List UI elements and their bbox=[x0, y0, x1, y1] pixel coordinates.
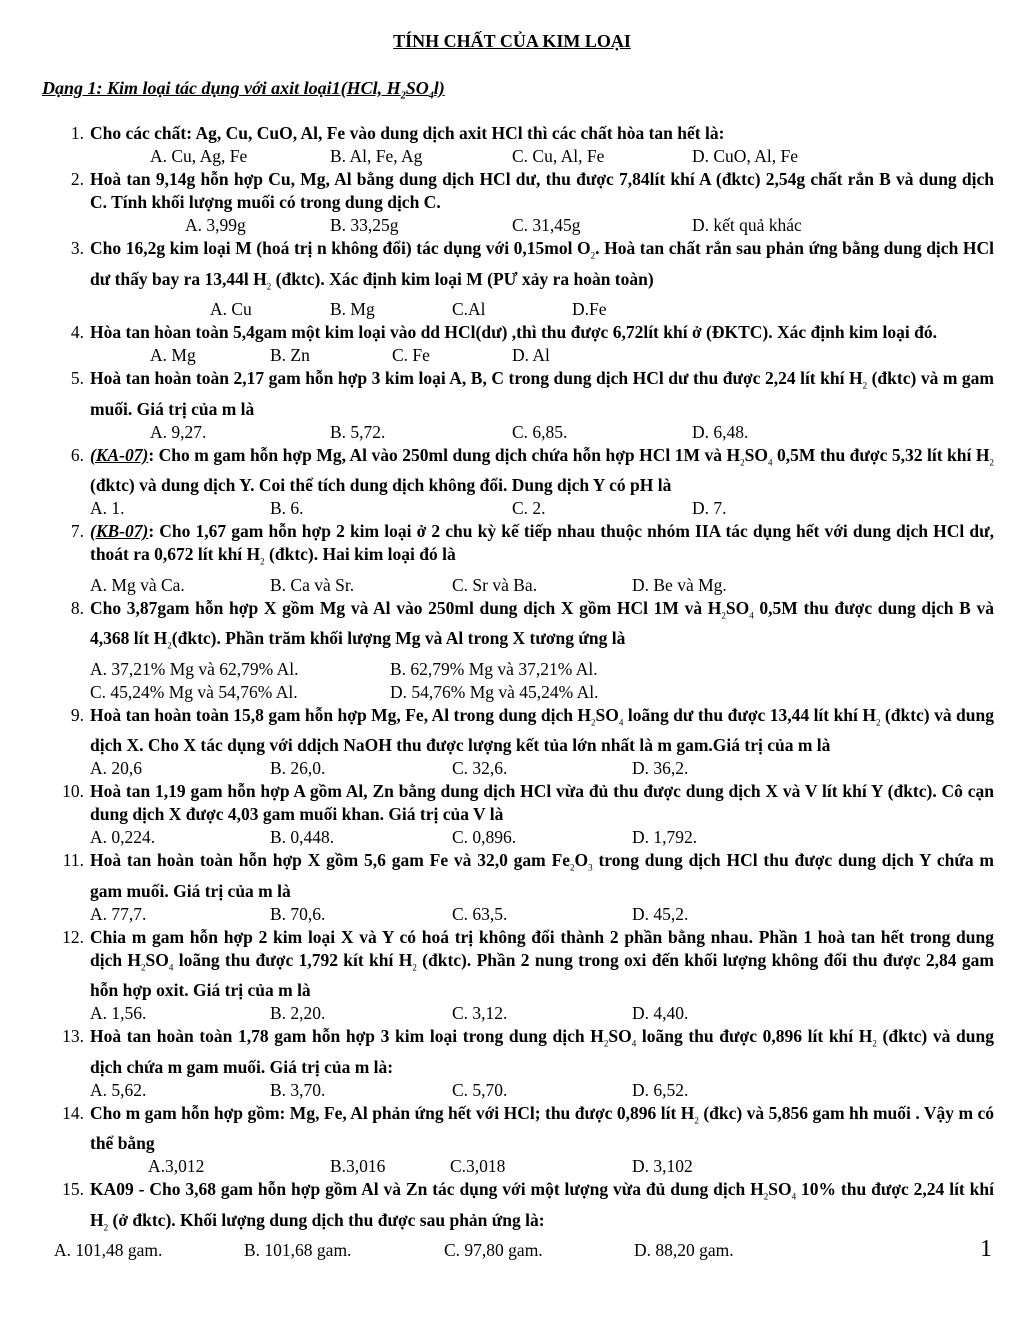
answer-options bbox=[90, 658, 994, 681]
answer-option: B. 2,20. bbox=[270, 1003, 326, 1023]
answer-options bbox=[90, 574, 994, 597]
answer-options bbox=[90, 497, 994, 520]
question-item bbox=[54, 237, 994, 321]
answer-option: C. 31,45g bbox=[512, 215, 581, 235]
answer-options bbox=[54, 1239, 994, 1262]
question-item bbox=[54, 1102, 994, 1179]
answer-option: A. 37,21% Mg và 62,79% Al. bbox=[90, 658, 299, 679]
answer-option: D. Be và Mg. bbox=[632, 574, 727, 595]
answer-option: B. 5,72. bbox=[330, 421, 386, 442]
answer-option: A. 5,62. bbox=[90, 1079, 147, 1100]
answer-option: B. 62,79% Mg và 37,21% Al. bbox=[390, 658, 598, 679]
answer-option: C.3,018 bbox=[450, 1156, 506, 1176]
answer-option: B. 6. bbox=[270, 498, 304, 518]
answer-option: D. 36,2. bbox=[632, 758, 689, 778]
answer-option: D. 88,20 gam. bbox=[634, 1240, 734, 1260]
question-stem: Hoà tan hoàn toàn 15,8 gam hỗn hợp Mg, Fe, Al trong dung dịch $H_2SO_4$ loãng dư thu được 13,44 lít khí $H_2$ (đktc) và dung dịch X. Cho X tác dụng với ddịch NaOH thu được lượng kết tủa lớn nhất là m gam.Giá trị của m là bbox=[90, 704, 994, 755]
exam-tag: (KB-07) bbox=[90, 521, 149, 541]
answer-option: A. 20,6 bbox=[90, 758, 143, 778]
answer-option: C. 5,70. bbox=[452, 1079, 508, 1100]
question-stem: Cho các chất: Ag, Cu, CuO, Al, Fe vào dung dịch axit HCl thì các chất hòa tan hết là: bbox=[90, 123, 725, 143]
question-stem: Cho 16,2g kim loại M (hoá trị n không đổi) tác dụng với 0,15mol $O_2$. Hoà tan chất rắn sau phản ứng bằng dung dịch HCl dư thấy bay ra 13,44l $H_2$ (đktc). Xác định kim loại M (PƯ xảy ra hoàn toàn) bbox=[90, 238, 994, 291]
question-item bbox=[54, 704, 994, 781]
answer-option: D. 6,52. bbox=[632, 1079, 689, 1100]
question-stem: Hoà tan hoàn toàn 2,17 gam hỗn hợp 3 kim loại A, B, C trong dung dịch HCl dư thu được 2,24 lít khí $H_2$ (đktc) và m gam muối. Giá trị của m là bbox=[90, 368, 994, 419]
answer-option: B. 3,70. bbox=[270, 1079, 326, 1100]
question-item bbox=[54, 367, 994, 444]
answer-option: D. kết quả khác bbox=[692, 215, 802, 235]
answer-option: D. CuO, Al, Fe bbox=[692, 146, 798, 166]
answer-option: A. 0,224. bbox=[90, 827, 156, 847]
question-number: 14. bbox=[62, 1102, 84, 1123]
question-number: 1. bbox=[70, 123, 84, 143]
question-stem: (KA-07): Cho m gam hỗn hợp Mg, Al vào 250ml dung dịch chứa hỗn hợp HCl 1M và $H_2SO_4$ 0,5M thu được 5,32 lít khí $H_2$ (đktc) và dung dịch Y. Coi thể tích dung dịch không đổi. Dung dịch Y có pH là bbox=[90, 444, 994, 495]
answer-option: D. 3,102 bbox=[632, 1156, 693, 1176]
answer-option: C. Cu, Al, Fe bbox=[512, 146, 605, 166]
question-item bbox=[54, 122, 994, 168]
answer-option: D. 54,76% Mg và 45,24% Al. bbox=[390, 681, 599, 702]
answer-options bbox=[90, 344, 994, 367]
question-stem: Hòa tan hòan toàn 5,4gam một kim loại vào dd HCl(dư) ,thì thu được 6,72lít khí ở (ĐKTC). Xác định kim loại đó. bbox=[90, 322, 937, 342]
answer-option: C. 97,80 gam. bbox=[444, 1240, 543, 1260]
answer-option: A. 3,99g bbox=[185, 215, 246, 235]
page-number: 1 bbox=[980, 1236, 992, 1262]
question-item bbox=[54, 597, 994, 704]
question-stem: Cho m gam hỗn hợp gồm: Mg, Fe, Al phản ứng hết với HCl; thu được 0,896 lít $H_2$ (đkc) và 5,856 gam hh muối . Vậy m có thể bằng bbox=[90, 1102, 994, 1153]
question-number: 5. bbox=[70, 368, 84, 388]
question-stem: Hoà tan 1,19 gam hỗn hợp A gồm Al, Zn bằng dung dịch HCl vừa đủ thu được dung dịch X và V lít khí Y (đktc). Cô cạn dung dịch X được 4,03 gam muối khan. Giá trị của V là bbox=[90, 781, 994, 824]
answer-option: A. 1. bbox=[90, 498, 125, 518]
question-number: 15. bbox=[62, 1179, 84, 1199]
question-stem: KA09 - Cho 3,68 gam hỗn hợp gồm Al và Zn tác dụng với một lượng vừa đủ dung dịch $H_2SO_4$ 10% thu được 2,24 lít khí $H_2$ (ở đktc). Khối lượng dung dịch thu được sau phản ứng là: bbox=[90, 1179, 994, 1232]
answer-option: C. Sr và Ba. bbox=[452, 574, 538, 595]
answer-option: B. Ca và Sr. bbox=[270, 574, 355, 595]
answer-option: A. Mg và Ca. bbox=[90, 574, 185, 595]
question-stem: Cho 3,87gam hỗn hợp X gồm Mg và Al vào 250ml dung dịch X gồm HCl 1M và $H_2SO_4$ 0,5M thu được dung dịch B và 4,368 lít $H_2(đktc)$. Phần trăm khối lượng Mg và Al trong X tương ứng là bbox=[90, 597, 995, 651]
answer-option: C. Fe bbox=[392, 345, 430, 365]
question-number: 10. bbox=[62, 781, 84, 801]
question-item bbox=[54, 1025, 994, 1102]
question-number: 8. bbox=[70, 597, 84, 618]
answer-option: B. 101,68 gam. bbox=[244, 1240, 352, 1260]
question-number: 12. bbox=[62, 926, 84, 947]
question-stem: Hoà tan hoàn toàn hỗn hợp X gồm 5,6 gam Fe và 32,0 gam $Fe_2O_3$ trong dung dịch HCl thu được dung dịch Y chứa m gam muối. Giá trị của m là bbox=[90, 850, 994, 901]
answer-option: A. 101,48 gam. bbox=[54, 1240, 163, 1260]
answer-option: B. 33,25g bbox=[330, 215, 399, 235]
answer-option: D. 4,40. bbox=[632, 1003, 689, 1023]
answer-option: B. 70,6. bbox=[270, 903, 326, 924]
answer-option: D.Fe bbox=[572, 299, 607, 319]
answer-options bbox=[90, 1079, 994, 1102]
answer-options bbox=[90, 1155, 994, 1178]
question-number: 3. bbox=[70, 238, 84, 258]
answer-option: C. 2. bbox=[512, 498, 546, 518]
answer-option: C.Al bbox=[452, 299, 486, 319]
answer-option: A.3,012 bbox=[148, 1156, 205, 1176]
question-number: 4. bbox=[70, 322, 84, 342]
question-number: 6. bbox=[70, 444, 84, 465]
question-stem: (KB-07): Cho 1,67 gam hỗn hợp 2 kim loại ở 2 chu kỳ kế tiếp nhau thuộc nhóm IIA tác dụng hết với dung dịch HCl dư, thoát ra 0,672 lít khí $H_2$ (đktc). Hai kim loại đó là bbox=[90, 521, 994, 567]
answer-option: D. 7. bbox=[692, 498, 727, 518]
answer-option: C. 0,896. bbox=[452, 827, 517, 847]
question-item bbox=[54, 321, 994, 367]
section-heading: Dạng 1: Kim loại tác dụng với axit loại1(HCl, $H_2SO_4l$) bbox=[42, 78, 445, 102]
question-stem: Chia m gam hỗn hợp 2 kim loại X và Y có hoá trị không đổi thành 2 phần bằng nhau. Phần 1 hoà tan hết trong dung dịch $H_2SO_4$ loãng thu được 1,792 kít khí $H_2$ (đktc). Phần 2 nung trong oxi đến khối lượng không đổi thu được 2,84 gam hỗn hợp oxit. Giá trị của m là bbox=[90, 926, 994, 1000]
question-stem: Hoà tan 9,14g hỗn hợp Cu, Mg, Al bằng dung dịch HCl dư, thu được 7,84lít khí A (đktc) 2,54g chất rắn B và dung dịch C. Tính khối lượng muối có trong dung dịch C. bbox=[90, 169, 994, 212]
answer-options bbox=[90, 214, 994, 237]
answer-option: C. 45,24% Mg và 54,76% Al. bbox=[90, 681, 298, 702]
answer-option: C. 3,12. bbox=[452, 1003, 508, 1023]
question-number: 2. bbox=[70, 169, 84, 189]
answer-options bbox=[90, 757, 994, 780]
answer-option: D. 6,48. bbox=[692, 421, 749, 442]
answer-option: C. 6,85. bbox=[512, 421, 568, 442]
answer-option: C. 32,6. bbox=[452, 758, 508, 778]
question-item bbox=[54, 520, 994, 597]
question-item bbox=[54, 168, 994, 237]
question-item bbox=[54, 1178, 994, 1262]
answer-option: A. 77,7. bbox=[90, 903, 147, 924]
question-item bbox=[54, 780, 994, 849]
answer-option: B. Zn bbox=[270, 345, 310, 365]
answer-option: B. 26,0. bbox=[270, 758, 326, 778]
answer-option: A. Cu, Ag, Fe bbox=[150, 146, 248, 166]
question-number: 11. bbox=[62, 850, 84, 870]
question-list bbox=[54, 122, 994, 1262]
question-number: 9. bbox=[70, 704, 84, 725]
answer-options bbox=[90, 681, 994, 704]
answer-option: A. Cu bbox=[210, 299, 252, 319]
question-number: 7. bbox=[70, 521, 84, 541]
answer-option: B. Al, Fe, Ag bbox=[330, 146, 423, 166]
answer-options bbox=[90, 1002, 994, 1025]
question-stem: Hoà tan hoàn toàn 1,78 gam hỗn hợp 3 kim loại trong dung dịch $H_2SO_4$ loãng thu được 0,896 lít khí $H_2$ (đktc) và dung dịch chứa m gam muối. Giá trị của m là: bbox=[90, 1026, 994, 1077]
answer-option: B. Mg bbox=[330, 299, 375, 319]
answer-options bbox=[90, 145, 994, 168]
answer-option: A. 1,56. bbox=[90, 1003, 147, 1023]
answer-options bbox=[90, 903, 994, 926]
answer-option: C. 63,5. bbox=[452, 903, 508, 924]
answer-option: D. 45,2. bbox=[632, 903, 689, 924]
answer-option: D. 1,792. bbox=[632, 827, 698, 847]
answer-options bbox=[90, 421, 994, 444]
answer-option: B.3,016 bbox=[330, 1156, 386, 1176]
answer-option: A. 9,27. bbox=[150, 421, 207, 442]
answer-option: A. Mg bbox=[150, 345, 196, 365]
question-number: 13. bbox=[62, 1026, 84, 1046]
answer-options bbox=[90, 298, 994, 321]
exam-tag: (KA-07) bbox=[90, 444, 149, 465]
answer-option: D. Al bbox=[512, 345, 550, 365]
question-item bbox=[54, 849, 994, 926]
question-item bbox=[54, 926, 994, 1026]
answer-option: B. 0,448. bbox=[270, 827, 335, 847]
answer-options bbox=[90, 826, 994, 849]
page-title: TÍNH CHẤT CỦA KIM LOẠI bbox=[393, 31, 631, 51]
question-item bbox=[54, 444, 994, 521]
